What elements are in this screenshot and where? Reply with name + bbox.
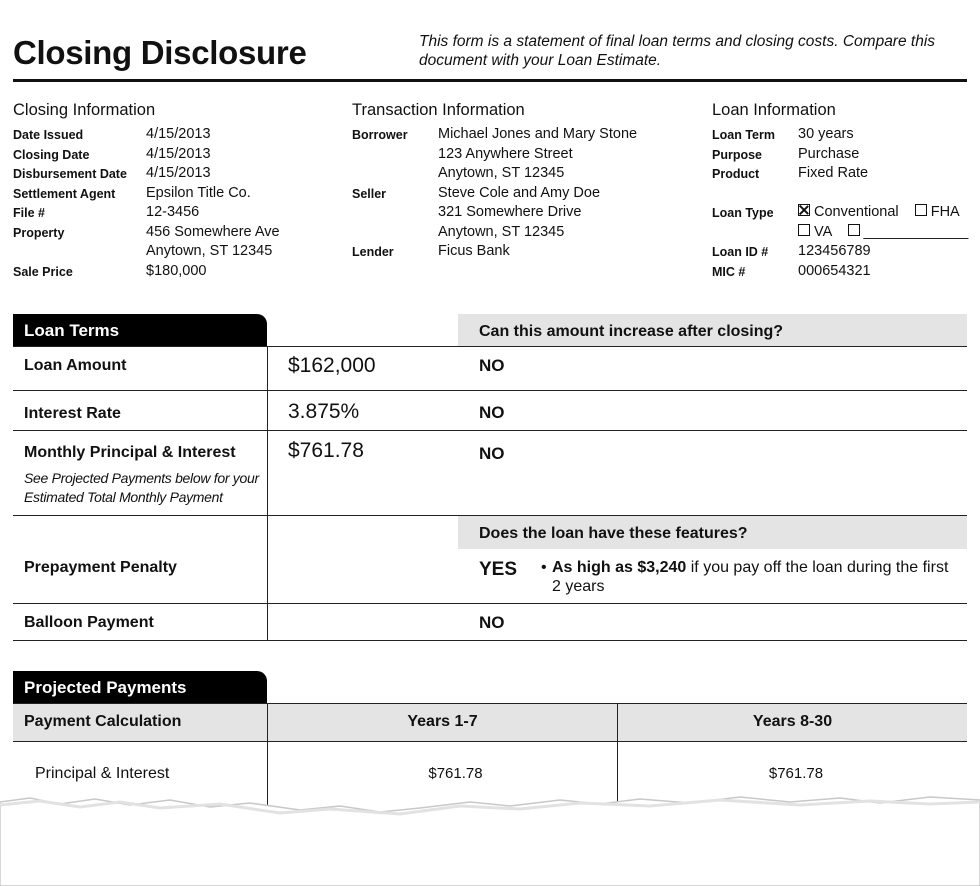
prepayment-penalty-label: Prepayment Penalty <box>24 559 177 576</box>
closing-date-label: Closing Date <box>13 148 90 162</box>
monthly-pi-label: Monthly Principal & Interest <box>24 444 236 461</box>
interest-rate-label: Interest Rate <box>24 405 121 422</box>
divider <box>13 640 967 641</box>
borrower-city: Anytown, ST 12345 <box>438 165 565 181</box>
loan-type-label: Loan Type <box>712 206 774 220</box>
interest-rate-value: 3.875% <box>288 400 360 423</box>
page-title: Closing Disclosure <box>13 34 307 71</box>
sale-price-label: Sale Price <box>13 265 73 279</box>
prepayment-bullet: • <box>541 559 547 576</box>
va-checkbox[interactable] <box>798 224 810 236</box>
prepayment-detail-amount: As high as $3,240 <box>552 559 687 576</box>
other-loan-type-checkbox[interactable] <box>848 224 860 236</box>
product-label: Product <box>712 167 760 181</box>
column-divider <box>267 347 268 641</box>
purpose-value: Purchase <box>798 146 860 162</box>
loan-info-heading: Loan Information <box>712 101 836 119</box>
loan-amount-label: Loan Amount <box>24 357 127 374</box>
disbursement-date-label: Disbursement Date <box>13 167 127 181</box>
balloon-payment-answer: NO <box>479 613 505 632</box>
loan-amount-value: $162,000 <box>288 354 376 377</box>
property-address-line1: 456 Somewhere Ave <box>146 224 280 240</box>
loan-amount-answer: NO <box>479 356 505 375</box>
conventional-checkbox[interactable] <box>798 204 810 216</box>
file-number-label: File # <box>13 206 45 220</box>
date-issued-label: Date Issued <box>13 128 84 142</box>
principal-interest-label: Principal & Interest <box>35 765 170 782</box>
seller-label: Seller <box>352 187 387 201</box>
seller-street: 321 Somewhere Drive <box>438 204 582 220</box>
loan-type-row1 <box>798 204 960 220</box>
prepayment-detail-text: if you pay off the loan during the first 2 years <box>552 559 949 595</box>
divider <box>13 603 967 604</box>
disbursement-date-value: 4/15/2013 <box>146 165 211 181</box>
years-8-30-header: Years 8-30 <box>752 713 833 730</box>
property-label: Property <box>13 226 65 240</box>
divider <box>13 430 967 431</box>
date-issued-value: 4/15/2013 <box>146 126 211 142</box>
loan-term-label: Loan Term <box>712 128 775 142</box>
closing-date-value: 4/15/2013 <box>146 146 211 162</box>
increase-question: Can this amount increase after closing? <box>458 314 967 347</box>
lender-label: Lender <box>352 245 394 259</box>
conventional-label: Conventional <box>814 204 899 220</box>
page-subtitle: This form is a statement of final loan terms and closing costs. Compare this document with your Loan Estimate. <box>419 33 936 69</box>
sale-price-value: $180,000 <box>146 263 207 279</box>
purpose-label: Purpose <box>712 148 763 162</box>
loan-type-row2 <box>798 224 968 240</box>
other-loan-type-blank: _____________ <box>863 224 969 240</box>
fha-label: FHA <box>930 204 960 220</box>
monthly-pi-value: $761.78 <box>288 439 364 462</box>
payment-calculation-label: Payment Calculation <box>24 713 182 730</box>
borrower-label: Borrower <box>352 128 408 142</box>
divider <box>13 390 967 391</box>
title-rule <box>13 79 967 82</box>
loan-id-label: Loan ID # <box>712 245 769 259</box>
pi-years-8-30-value: $761.78 <box>768 765 824 782</box>
seller-city: Anytown, ST 12345 <box>438 224 565 240</box>
projected-payments-tab: Projected Payments <box>13 671 267 704</box>
loan-id-value: 123456789 <box>798 243 871 259</box>
borrower-name: Michael Jones and Mary Stone <box>438 126 638 142</box>
prepayment-detail <box>552 558 952 596</box>
borrower-street: 123 Anywhere Street <box>438 146 573 162</box>
property-address-line2: Anytown, ST 12345 <box>146 243 273 259</box>
mic-value: 000654321 <box>798 263 871 279</box>
features-question: Does the loan have these features? <box>458 516 967 549</box>
seller-name: Steve Cole and Amy Doe <box>438 185 601 201</box>
settlement-agent-value: Epsilon Title Co. <box>146 185 251 201</box>
transaction-info-heading: Transaction Information <box>352 101 525 119</box>
years-1-7-header: Years 1-7 <box>407 713 478 730</box>
settlement-agent-label: Settlement Agent <box>13 187 116 201</box>
monthly-pi-answer: NO <box>479 444 505 463</box>
va-label: VA <box>814 224 832 240</box>
interest-rate-answer: NO <box>479 403 505 422</box>
torn-paper-edge <box>0 780 980 886</box>
divider <box>13 346 967 347</box>
balloon-payment-label: Balloon Payment <box>24 614 154 631</box>
pi-years-1-7-value: $761.78 <box>428 765 483 782</box>
fha-checkbox[interactable] <box>915 204 927 216</box>
prepayment-penalty-answer: YES <box>479 559 518 580</box>
monthly-pi-note: See Projected Payments below for your Estimated Total Monthly Payment <box>24 470 259 505</box>
product-value: Fixed Rate <box>798 165 869 181</box>
loan-terms-tab: Loan Terms <box>13 314 267 347</box>
lender-value: Ficus Bank <box>438 243 510 259</box>
file-number-value: 12-3456 <box>146 204 200 220</box>
mic-label: MIC # <box>712 265 746 279</box>
closing-info-heading: Closing Information <box>13 101 156 119</box>
loan-term-value: 30 years <box>798 126 854 142</box>
